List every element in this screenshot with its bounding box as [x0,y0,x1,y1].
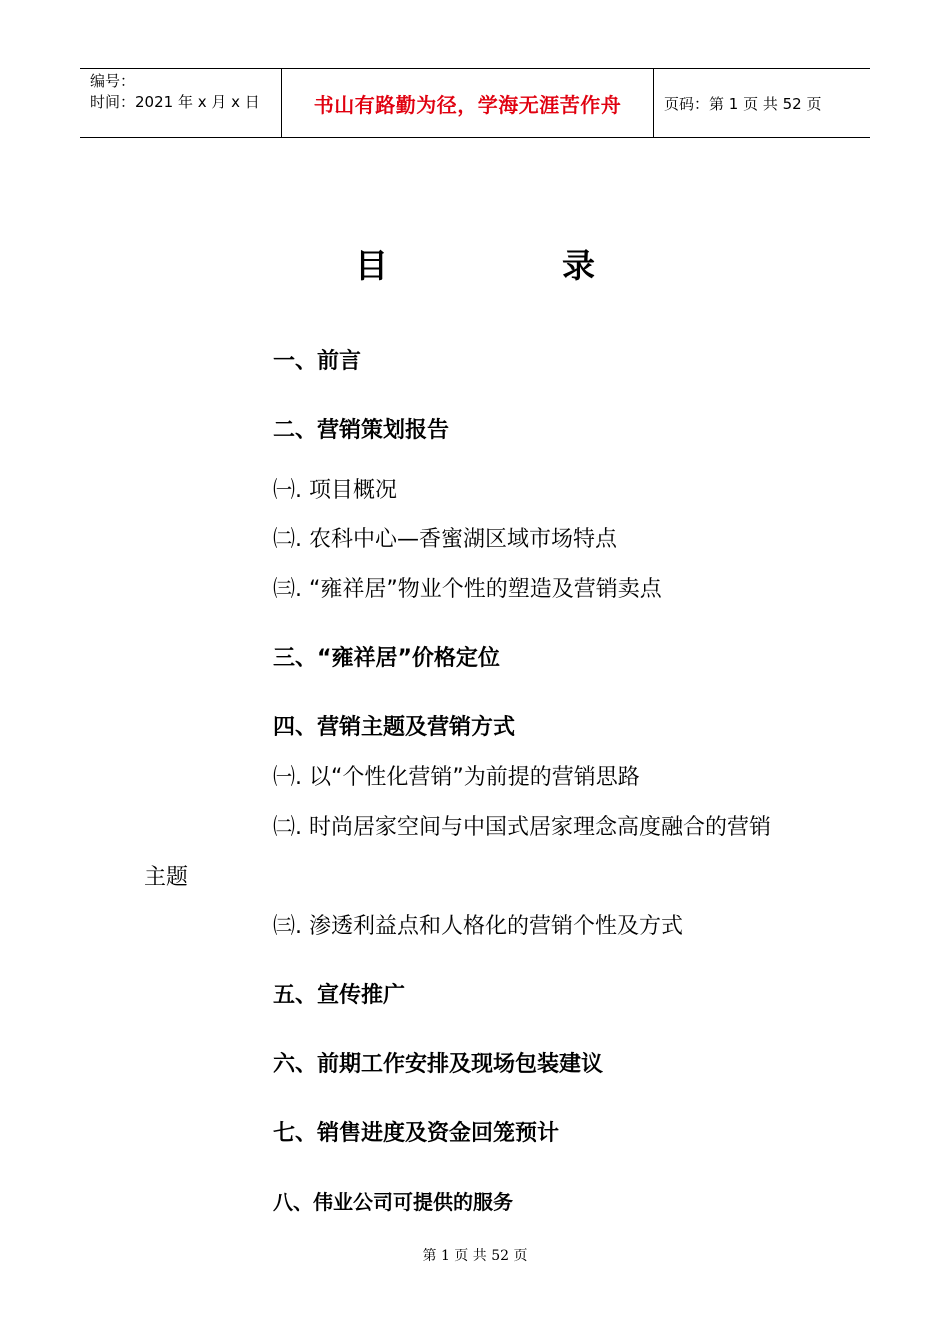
toc-item-early-work: 六、前期工作安排及现场包装建议 [273,1052,604,1077]
toc-item-marketing-report: 二、营销策划报告 [273,418,450,443]
toc-item-promotion: 五、宣传推广 [273,983,406,1008]
page-footer: 第 1 页 共 52 页 [422,1248,528,1264]
toc-item-price-positioning: 三、“雍祥居”价格定位 [273,646,500,671]
toc-item-market-features: ㈡. 农科中心—香蜜湖区域市场特点 [273,527,617,552]
toc-item-project-overview: ㈠. 项目概况 [273,478,397,503]
toc-title-char-2: 录 [562,246,595,285]
toc-title-char-1: 目 [355,246,388,285]
toc-item-preface: 一、前言 [273,349,362,374]
page-code: 页码：第 1 页 共 52 页 [664,94,822,113]
toc-item-fusion-theme-cont: 主题 [144,865,189,890]
header-table [80,68,870,138]
time-label: 时间：2021 年 x 月 x 日 [90,93,260,111]
header-motto-cell [282,69,654,137]
toc-item-services: 八、伟业公司可提供的服务 [273,1190,513,1214]
toc-item-property-personality: ㈢. “雍祥居”物业个性的塑造及营销卖点 [273,577,662,602]
toc-title [0,240,950,286]
toc-item-fusion-theme: ㈡. 时尚居家空间与中国式居家理念高度融合的营销 [273,815,771,840]
toc-item-marketing-style: ㈢. 渗透利益点和人格化的营销个性及方式 [273,914,683,939]
header-meta-cell [80,69,282,137]
motto-text: 书山有路勤为径，学海无涯苦作舟 [313,92,622,117]
toc-item-sales-progress: 七、销售进度及资金回笼预计 [273,1121,560,1146]
toc-item-marketing-theme: 四、营销主题及营销方式 [273,715,516,740]
toc-item-marketing-idea: ㈠. 以“个性化营销”为前提的营销思路 [273,765,640,790]
number-label: 编号： [90,72,136,90]
header-page-cell [654,69,870,137]
